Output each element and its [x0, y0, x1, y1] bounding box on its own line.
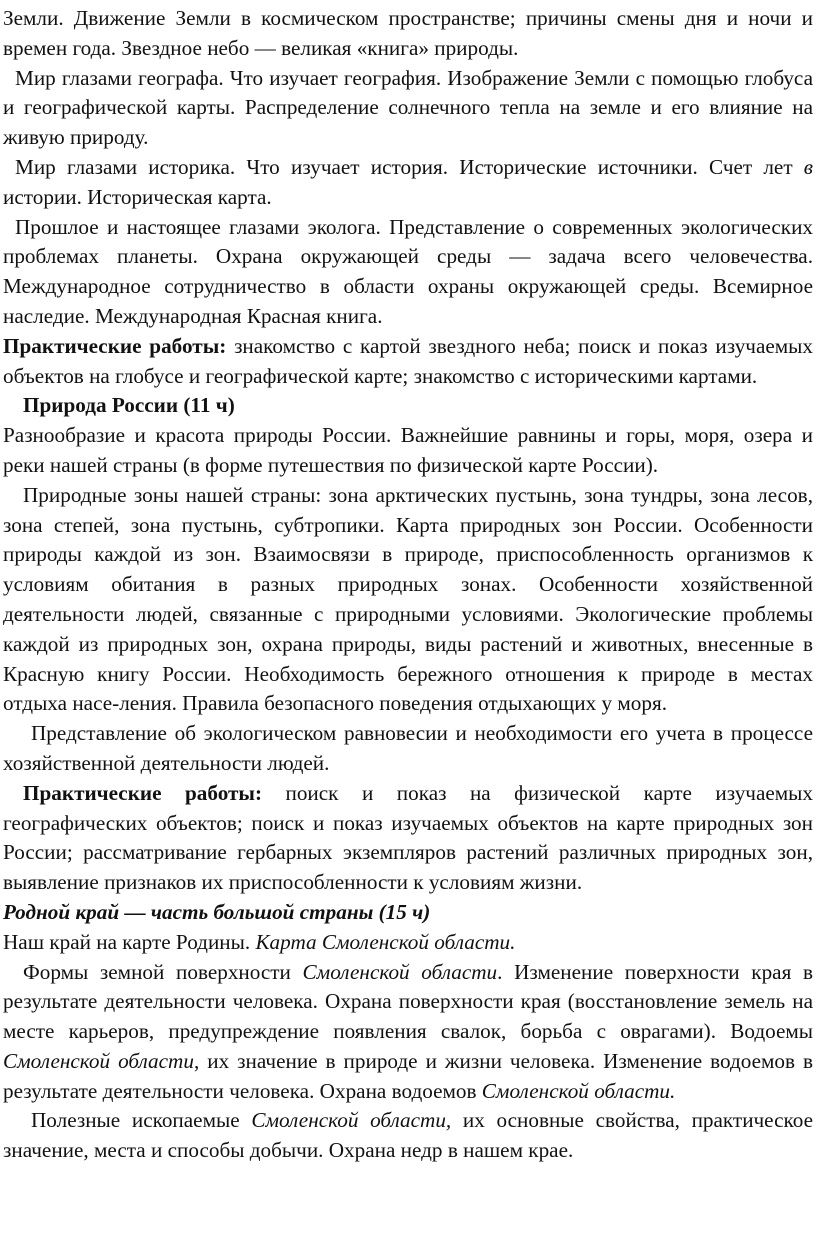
- paragraph-italic-text: Смоленской области,: [251, 1108, 452, 1133]
- section-heading-nature-russia: Природа России (11 ч): [23, 393, 235, 418]
- paragraph-natural-zones: [3, 481, 813, 719]
- paragraph-italic-text: Смоленской области: [302, 959, 498, 984]
- paragraph-ecological-balance: [3, 719, 813, 779]
- paragraph-diversity: [3, 421, 813, 481]
- paragraph-text: . Изменение поверхности края в результате деятельности человека. Охрана поверхности края (восстановление земель на месте карьеров, предупреждение появления свалок, борьба с оврагами). Водоемы: [3, 959, 813, 1044]
- paragraph-historian: [3, 153, 813, 213]
- paragraph-landforms: [3, 958, 813, 1107]
- paragraph-practical-work-2: [3, 779, 813, 898]
- paragraph-text: Природные зоны нашей страны: зона арктических пустынь, зона тундры, зона лесов, зона степей, зона пустынь, субтропики. Карта природных зон России. Особенности природы каждой из зон. Взаимосвязи в природе, приспособленность организмов к условиям обитания в разных природных зонах. Особенности хозяйственной деятельности людей, связанные с природными условиями. Экологические проблемы каждой из природных зон, охрана природы, виды растений и животных, внесенные в Красную книгу России. Необходимость бережного отношения к природе в местах отдыха насе-ления. Правила безопасного поведения отдыхающих у моря.: [3, 482, 813, 716]
- paragraph-text: Представление об экологическом равновесии и необходимости его учета в процессе хозяйственной деятельности людей.: [3, 721, 813, 775]
- paragraph-text: истории. Историческая карта.: [3, 184, 272, 209]
- paragraph-text: Полезные ископаемые: [31, 1108, 252, 1133]
- paragraph-practical-work-1: [3, 332, 813, 392]
- paragraph-text: поиск и показ на физической карте изучаемых географических объектов; поиск и показ изучаемых объектов на карте природных зон России; рассматривание гербарных экземпляров растений различных природных зон, выявление признаков их приспособленности к условиям жизни.: [3, 780, 813, 895]
- paragraph-text: Прошлое и настоящее глазами эколога. Представление о современных экологических проблемах планеты. Охрана окружающей среды — задача всего человечества. Международное сотрудничество в области охраны окружающей среды. Всемирное наследие. Международная Красная книга.: [3, 214, 813, 328]
- paragraph-text: Наш край на карте Родины.: [3, 929, 256, 954]
- paragraph-region-map: [3, 928, 813, 958]
- paragraph-text: Мир глазами историка. Что изучает история. Исторические источники. Счет лет: [15, 154, 804, 179]
- paragraph-text: Земли. Движение Земли в космическом пространстве; причины смены дня и ночи и времен года. Звездное небо — великая «книга» природы.: [3, 6, 813, 60]
- paragraph-geographer: [3, 64, 813, 153]
- paragraph-text: Разнообразие и красота природы России. Важнейшие равнины и горы, моря, озера и реки нашей страны (в форме путешествия по физической карте России).: [3, 423, 813, 477]
- paragraph-ecologist: [3, 213, 813, 332]
- paragraph-text: Формы земной поверхности: [23, 959, 303, 984]
- paragraph-italic-text: в: [803, 154, 813, 179]
- section-heading-native-land: Родной край — часть большой страны (15 ч): [3, 899, 431, 924]
- paragraph-italic-text: Смоленской области.: [481, 1078, 676, 1103]
- paragraph-text: их основные свойства, практическое значение, места и способы добычи. Охрана недр в нашем крае.: [3, 1108, 813, 1163]
- paragraph-text: , их значение в природе и жизни человека. Изменение водоемов в результате деятельности человека. Охрана водоемов: [3, 1048, 813, 1103]
- practical-work-label: Практические работы:: [3, 333, 227, 358]
- paragraph-text: Мир глазами географа. Что изучает география. Изображение Земли с помощью глобуса и географической карты. Распределение солнечного тепла на земле и его влияние на живую природу.: [3, 65, 813, 150]
- paragraph-earth-motion: [3, 4, 813, 64]
- practical-work-label: Практические работы:: [23, 780, 263, 805]
- paragraph-text: знакомство с картой звездного неба; поиск и показ изучаемых объектов на глобусе и географической карте; знакомство с историческими картами.: [3, 333, 813, 388]
- paragraph-minerals: [3, 1106, 813, 1166]
- paragraph-italic-text: Карта Смоленской области.: [255, 929, 516, 954]
- paragraph-italic-text: Смоленской области: [3, 1048, 194, 1073]
